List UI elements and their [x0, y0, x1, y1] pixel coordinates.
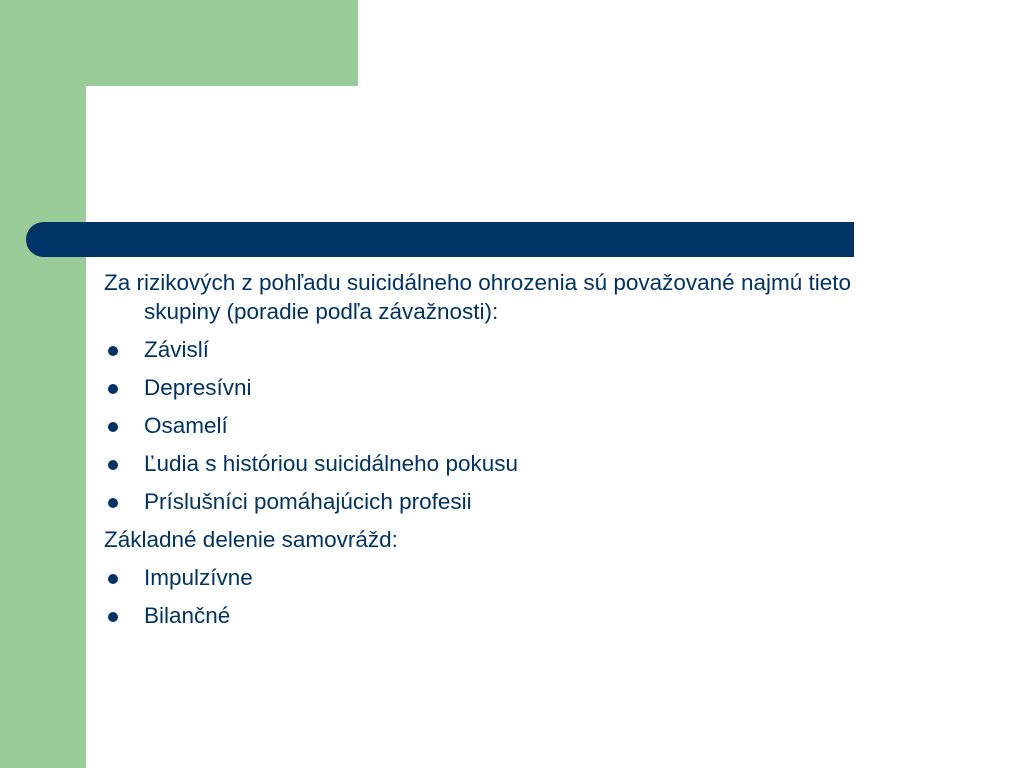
green-side-band: [0, 0, 86, 768]
white-rounded-corner: [86, 86, 206, 206]
list-item: [104, 601, 924, 630]
bullet-icon: [108, 574, 118, 584]
list-item-label: Ľudia s históriou suicidálneho pokusu: [144, 451, 518, 476]
list-item-label: Depresívni: [144, 375, 252, 400]
list-item: [104, 411, 924, 440]
bullet-icon: [108, 498, 118, 508]
list-item: [104, 335, 924, 364]
list-item-label: Impulzívne: [144, 565, 253, 590]
title-bar: [26, 222, 854, 257]
list-item-label: Príslušníci pomáhajúcich profesii: [144, 489, 472, 514]
bullet-icon: [108, 384, 118, 394]
slide-content: [104, 268, 924, 639]
bullet-icon: [108, 612, 118, 622]
list-item: [104, 563, 924, 592]
bullet-icon: [108, 460, 118, 470]
section-heading-risk-groups: Za rizikových z pohľadu suicidálneho ohrozenia sú považované najmú tieto skupiny (poradie podľa závažnosti):: [104, 270, 852, 324]
bullet-icon: [108, 422, 118, 432]
list-item-label: Bilančné: [144, 603, 231, 628]
list-item: [104, 449, 924, 478]
section-heading-suicide-types: Základné delenie samovrážd:: [104, 527, 398, 552]
bullet-icon: [108, 346, 118, 356]
list-item: [104, 487, 924, 516]
list-item-label: Závislí: [144, 337, 210, 362]
list-item-label: Osamelí: [144, 413, 228, 438]
list-item: [104, 373, 924, 402]
